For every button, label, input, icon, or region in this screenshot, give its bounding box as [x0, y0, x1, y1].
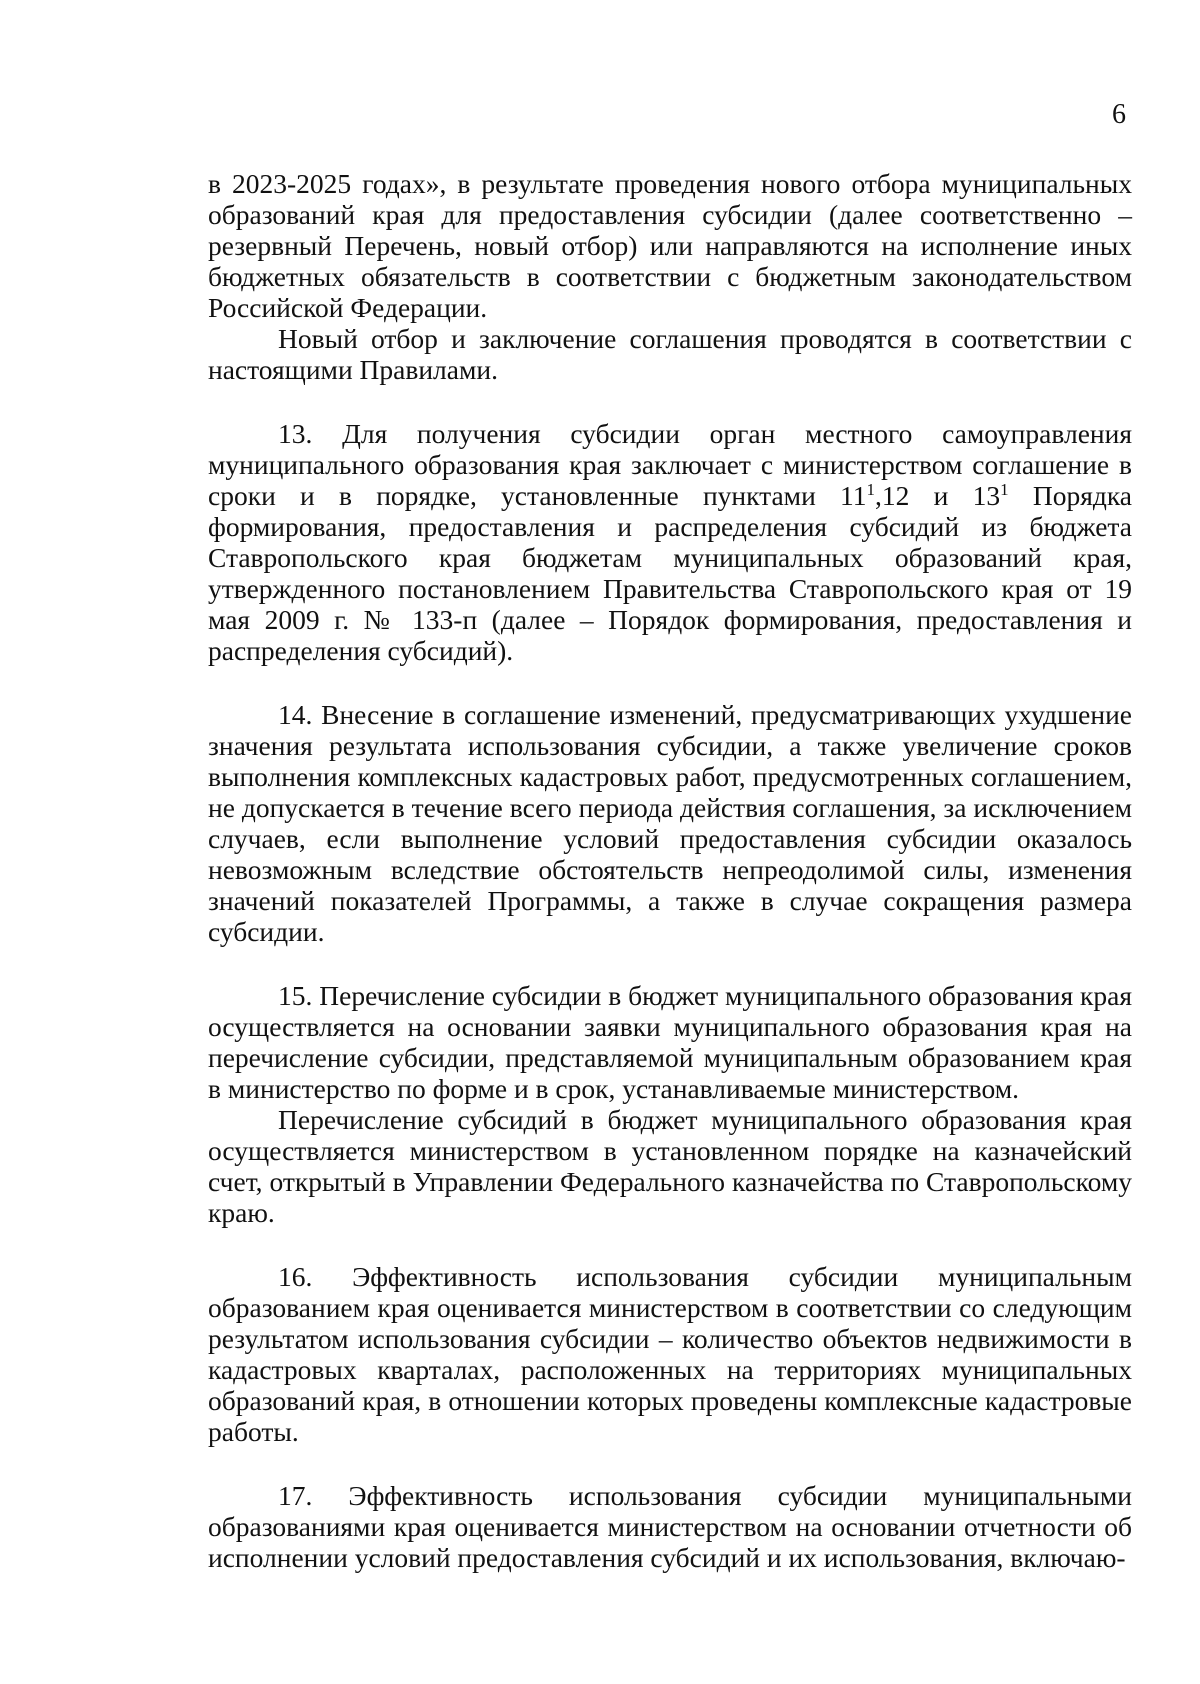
paragraph-continuation: в 2023-2025 годах», в результате проведения нового отбора муниципальных образований края для предоставления субсидии (далее соответственно – резервный Перечень, новый отбор) или направляются на исполнение иных бюджетных обязательств в соответствии с бюджетным законодательством Российской Федерации. [208, 168, 1132, 323]
paragraph-16: 16. Эффективность использования субсидии муниципальным образованием края оценивается министерством в соответствии со следующим результатом использования субсидии – количество объектов недвижимости в кадастровых кварталах, расположенных на территориях муниципальных образований края, в отношении которых проведены комплексные кадастровые работы. [208, 1261, 1132, 1447]
paragraph-13-part-a: 13. Для получения субсидии орган местного самоуправления муниципального образования края заключает с министерством соглашение в сроки и в порядке, установленные пунктами 11 [208, 418, 1132, 511]
paragraph-13-part-c: Порядка формирования, предоставления и распределения субсидий из бюджета Ставропольского края бюджетам муниципальных образований края, утвержденного постановлением Правительства Ставропольского края от 19 мая 2009 г. № 133-п (далее – Порядок формирования, предоставления и распределения субсидий). [208, 480, 1132, 666]
page-number: 6 [1112, 99, 1126, 130]
paragraph-new-selection: Новый отбор и заключение соглашения проводятся в соответствии с настоящими Правилами. [208, 323, 1132, 385]
paragraph-15-transfer: Перечисление субсидий в бюджет муниципального образования края осуществляется министерством в установленном порядке на казначейский счет, открытый в Управлении Федерального казначейства по Ставропольскому краю. [208, 1104, 1132, 1228]
paragraph-13-part-b: ,12 и 13 [875, 480, 1001, 511]
paragraph-13 [208, 418, 1132, 666]
document-body [208, 168, 1132, 1573]
paragraph-15: 15. Перечисление субсидии в бюджет муниципального образования края осуществляется на основании заявки муниципального образования края на перечисление субсидии, представляемой муниципальным образованием края в министерство по форме и в срок, устанавливаемые министерством. [208, 980, 1132, 1104]
paragraph-14: 14. Внесение в соглашение изменений, предусматривающих ухудшение значения результата использования субсидии, а также увеличение сроков выполнения комплексных кадастровых работ, предусмотренных соглашением, не допускается в течение всего периода действия соглашения, за исключением случаев, если выполнение условий предоставления субсидии оказалось невозможным вследствие обстоятельств непреодолимой силы, изменения значений показателей Программы, а также в случае сокращения размера субсидии. [208, 699, 1132, 947]
superscript-1: 1 [866, 479, 876, 499]
superscript-2: 1 [1000, 479, 1009, 499]
paragraph-17: 17. Эффективность использования субсидии муниципальными образованиями края оценивается министерством на основании отчетности об исполнении условий предоставления субсидий и их использования, включаю- [208, 1480, 1132, 1573]
